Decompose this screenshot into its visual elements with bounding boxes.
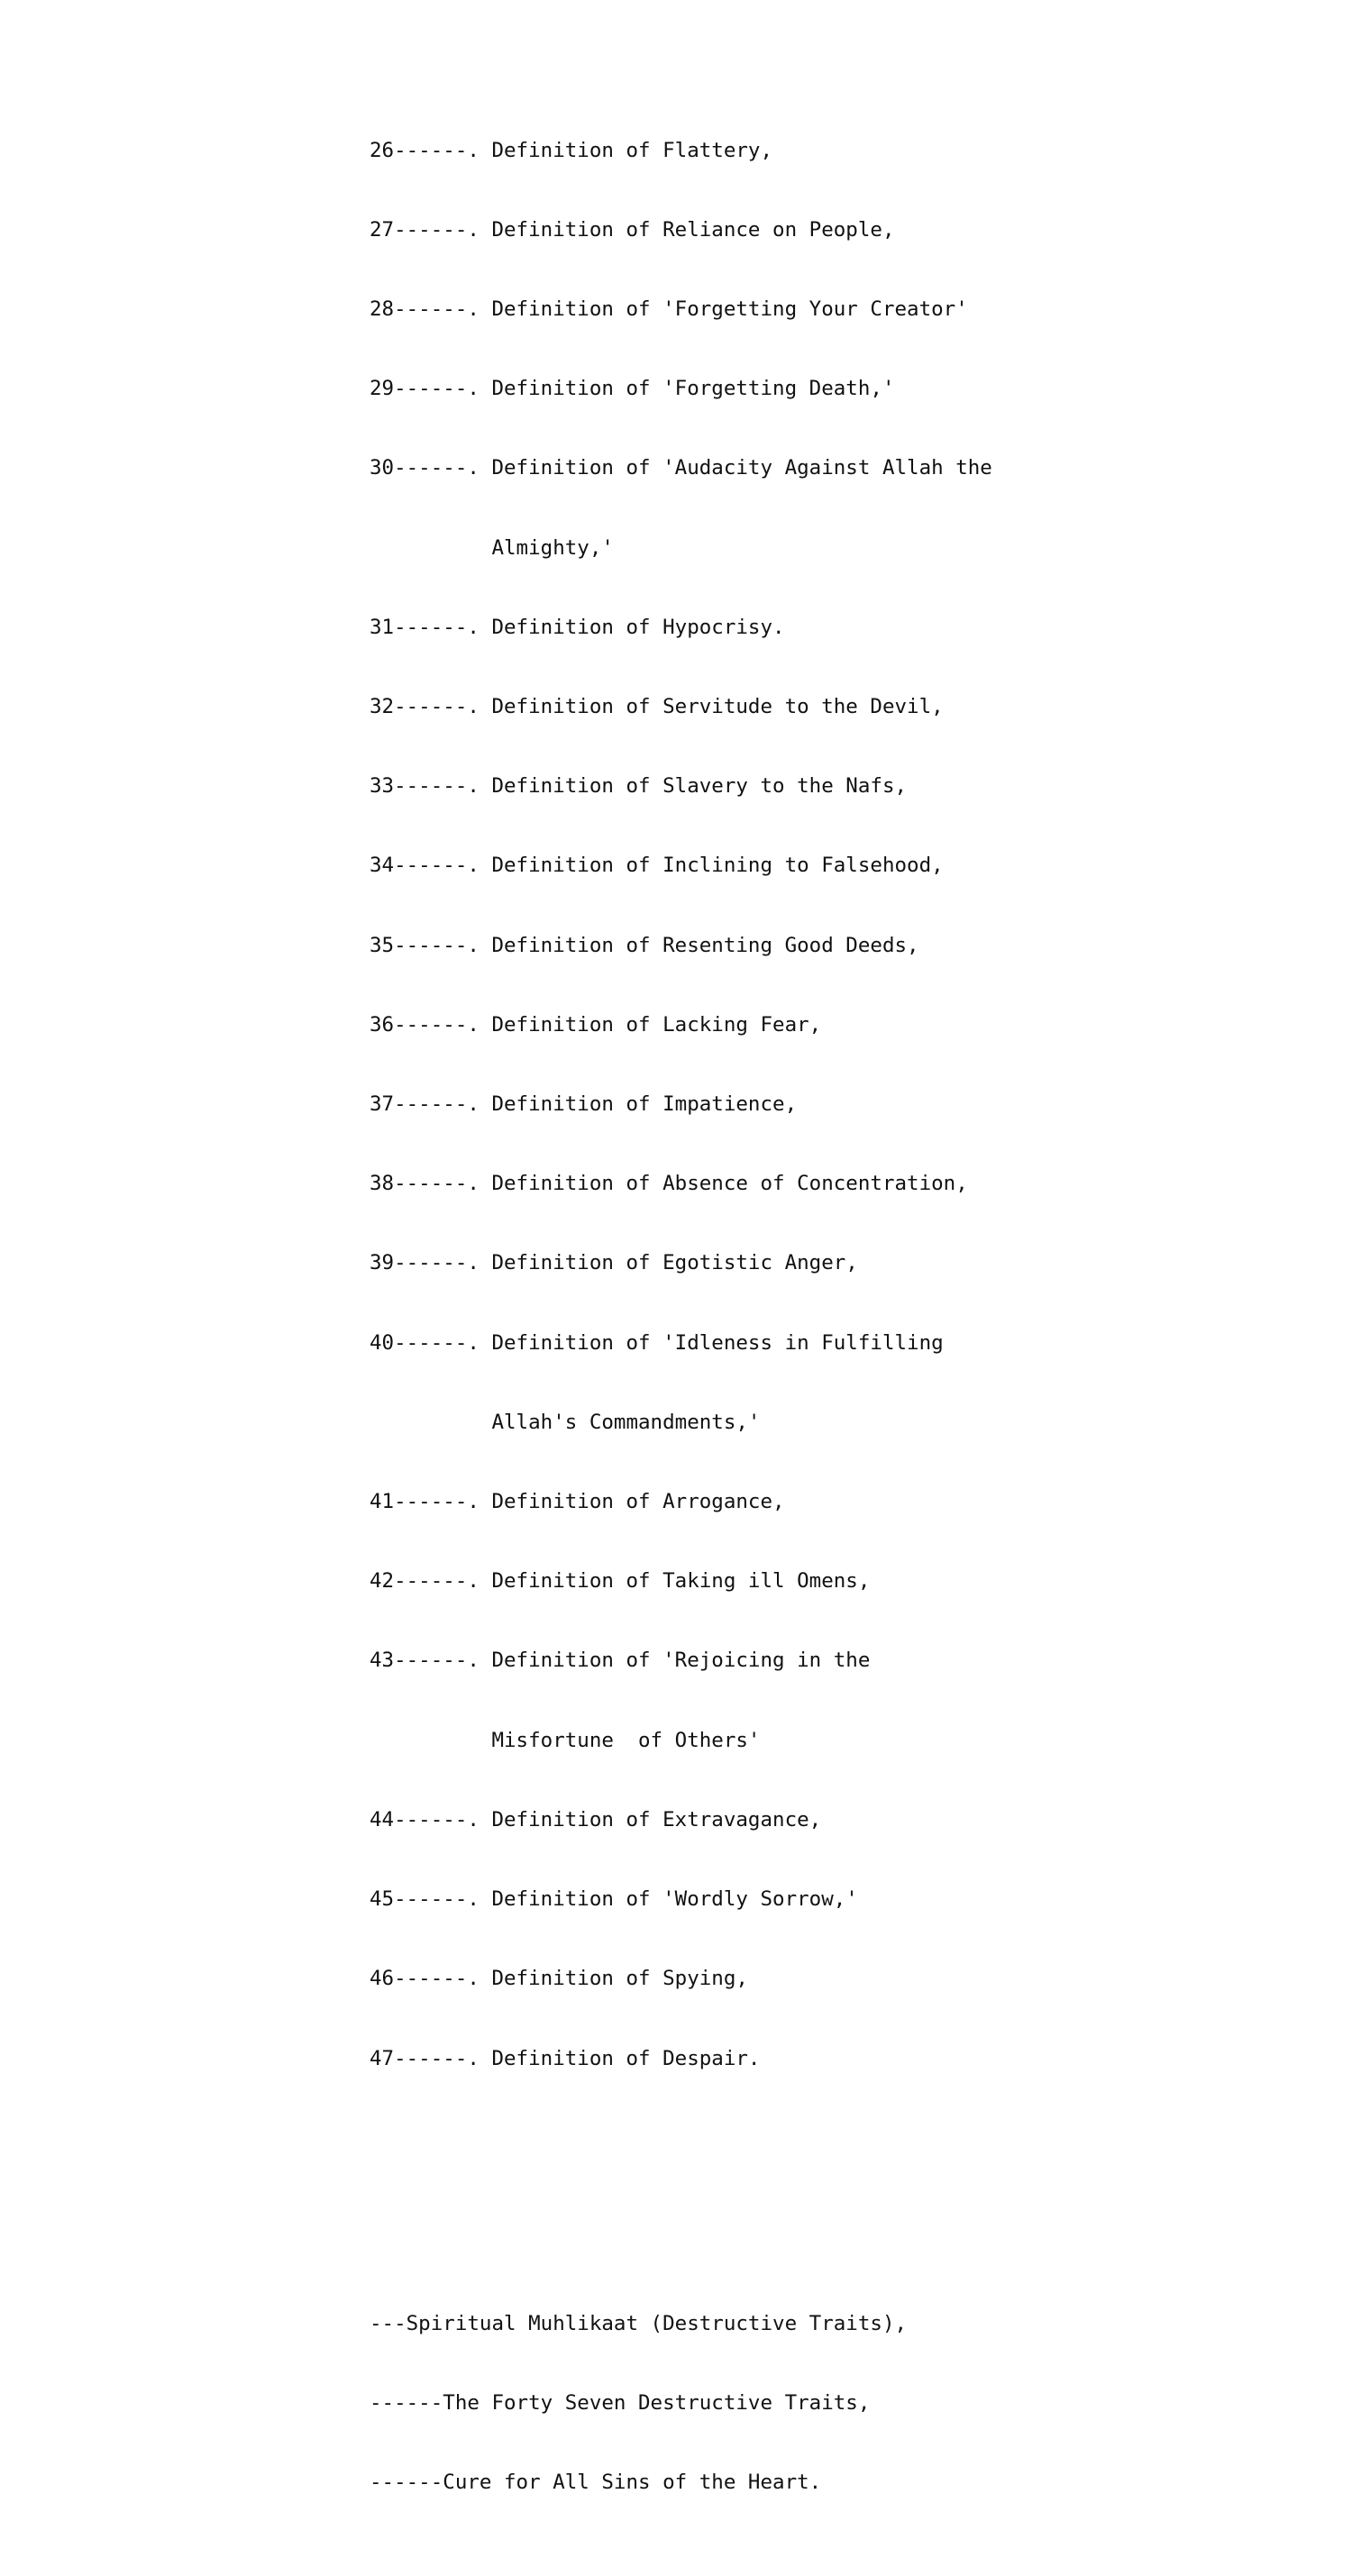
list-item: 41------. Definition of Arrogance, [370,1490,785,1514]
list-item: 39------. Definition of Egotistic Anger, [370,1251,858,1275]
list-item: 47------. Definition of Despair. [370,2046,761,2070]
document-body [370,32,992,2576]
footer-section [370,2258,992,2549]
list-item: 38------. Definition of Absence of Concentration, [370,1172,968,1196]
list-item: 30------. Definition of 'Audacity Against Allah the [370,456,992,480]
footer-line: ------The Forty Seven Destructive Traits, [370,2390,871,2415]
list-item-continuation: Allah's Commandments,' [370,1410,761,1434]
list-item: 43------. Definition of 'Rejoicing in the [370,1649,871,1673]
list-item: 37------. Definition of Impatience, [370,1092,798,1117]
list-item: 45------. Definition of 'Wordly Sorrow,' [370,1887,858,1912]
list-item: 34------. Definition of Inclining to Falsehood, [370,854,944,878]
list-item: 33------. Definition of Slavery to the Nafs, [370,774,908,799]
list-item: 40------. Definition of 'Idleness in Fulfilling [370,1330,944,1355]
list-item: 42------. Definition of Taking ill Omens, [370,1569,871,1594]
list-item: 32------. Definition of Servitude to the Devil, [370,695,944,719]
list-item: 27------. Definition of Reliance on People, [370,217,895,242]
list-item: 35------. Definition of Resenting Good Deeds, [370,933,919,957]
list-item: 46------. Definition of Spying, [370,1967,748,1991]
list-item-continuation: Misfortune of Others' [370,1728,761,1752]
list-item: 29------. Definition of 'Forgetting Death,' [370,377,895,401]
list-item: 36------. Definition of Lacking Fear, [370,1012,822,1037]
list-item: 26------. Definition of Flattery, [370,138,773,162]
list-item-continuation: Almighty,' [370,535,614,560]
footer-line: ---Spiritual Muhlikaat (Destructive Traits), [370,2311,908,2335]
footer-line: ------Cure for All Sins of the Heart. [370,2470,822,2494]
list-item: 44------. Definition of Extravagance, [370,1807,822,1832]
spacer [370,2179,992,2205]
list-item: 28------. Definition of 'Forgetting Your Creator' [370,297,968,322]
definitions-list [370,85,992,2125]
list-item: 31------. Definition of Hypocrisy. [370,615,785,639]
